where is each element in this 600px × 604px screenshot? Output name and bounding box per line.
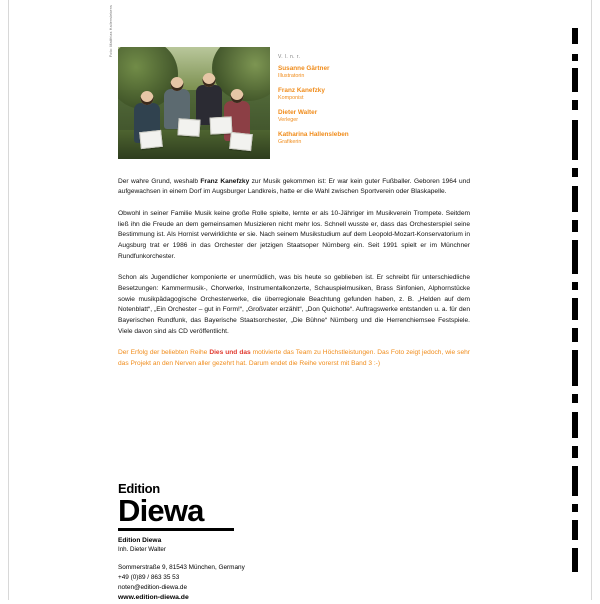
credit-entry — [278, 65, 458, 80]
credit-role: Verleger — [278, 117, 299, 124]
bleed-marker-segment — [572, 504, 578, 512]
imprint-company: Edition Diewa — [118, 537, 162, 544]
page-border-left — [8, 0, 9, 600]
bleed-marker-segment — [572, 282, 578, 290]
paragraph-3: Schon als Jugendlicher komponierte er unermüdlich, was bis heute so geblieben ist. Er schreibt für unterschiedliche Besetzungen: Kammermusik-, Chorwerke, Instrumentalkonzerte, Schauspielmusiken, Brass Sinfonien, Alphornstücke sowie musikpädagogische Orchesterwerke, die überregionale Beachtung gefunden haben, z. B. „Helden auf dem Notenblatt“, „Ein Orchester – gut in Form!“, „Großvater erzählt“, „Don Quichotte“. Auftragswerke entstanden u. a. für den Bayerischen Rundfunk, das Bayerische Staatsorchester, „Die Bühne“ Nürnberg und die Herrenchiemsee Festspiele. Viele davon sind als CD veröffentlicht. — [118, 274, 470, 335]
credit-entry — [278, 131, 458, 146]
credit-entry — [278, 87, 458, 102]
paragraph-4-highlight — [118, 348, 470, 369]
bleed-marker-segment — [572, 240, 578, 274]
credit-name: Katharina Hallensleben — [278, 131, 349, 139]
imprint-email[interactable]: noten@edition-diewa.de — [118, 584, 188, 592]
bleed-marker-segment — [572, 186, 578, 212]
biography-text — [118, 170, 470, 381]
p1-pre: Der wahre Grund, weshalb — [118, 177, 201, 185]
p4-post: motivierte das Team zu Höchstleistungen. Das Foto zeigt jedoch, wie sehr das Projekt an den Nerven aller gezehrt hat. Darum endet die Reihe vorerst mit Band 3 :-) — [118, 349, 470, 367]
credit-role: Illustratorin — [278, 73, 305, 79]
bleed-marker-segment — [572, 120, 578, 160]
bleed-marker-segment — [572, 68, 578, 92]
bleed-marker-bar — [572, 28, 578, 572]
logo-diewa-text: Diewa — [118, 493, 204, 528]
team-photo — [109, 5, 270, 159]
caption-vlnr-label: V. l. n. r. — [278, 54, 301, 60]
bleed-marker-segment — [572, 54, 578, 61]
credit-entry — [278, 109, 458, 124]
paragraph-1 — [118, 177, 470, 198]
logo-edition-text: Edition — [118, 481, 160, 496]
credit-name: Dieter Walter — [278, 109, 318, 117]
team-photo-image — [118, 47, 270, 159]
bleed-marker-segment — [572, 466, 578, 496]
imprint-address: Sommerstraße 9, 81543 München, Germany — [118, 563, 245, 571]
photo-caption-credits — [278, 54, 458, 153]
photo-credit: Foto: Matthias Hailenslebens — [109, 5, 113, 57]
p1-post: zur Musik gekommen ist: Er war kein guter Fußballer. Geboren 1964 und aufgewachsen in einem Dorf im Augsburger Landkreis, hatte er die Wahl zwischen Sportverein oder Blaskapelle. — [118, 177, 470, 196]
bleed-marker-segment — [572, 168, 578, 177]
credit-role: Komponist — [278, 95, 304, 102]
bleed-marker-segment — [572, 28, 578, 44]
bleed-marker-segment — [572, 394, 578, 403]
logo-underline — [118, 528, 234, 531]
imprint-website[interactable]: www.edition-diewa.de — [118, 594, 189, 602]
bleed-marker-segment — [572, 220, 578, 232]
imprint-block — [118, 536, 368, 604]
p1-bold-name: Franz Kanefzky — [200, 177, 250, 185]
photo-book — [229, 132, 253, 151]
bleed-marker-segment — [572, 100, 578, 110]
bleed-marker-segment — [572, 328, 578, 342]
imprint-phone: +49 (0)89 / 863 35 53 — [118, 573, 180, 581]
bleed-marker-segment — [572, 446, 578, 458]
bleed-marker-segment — [572, 548, 578, 572]
bleed-marker-segment — [572, 520, 578, 540]
paragraph-2: Obwohl in seiner Familie Musik keine große Rolle spielte, lernte er als 10-Jähriger im Musikverein Trompete. Seitdem ließ ihn die Freude an dem gemeinsamen Musizieren nicht mehr los. Schnell wusste er, dass das Orchesterspiel seine Bestimmung ist. Als Hornist verwirklichte er sie. Nach seinem Musikstudium auf dem Leopold-Mozart-Konservatorium in Augsburg trat er 1986 in das Orchester der jetzigen Staatsoper Nürnberg ein. Seit 1991 spielt er im Münchner Rundfunkorchester. — [118, 209, 470, 260]
photo-book — [210, 116, 233, 134]
imprint-owner: Inh. Dieter Walter — [118, 545, 166, 553]
page-border-right — [591, 0, 592, 600]
bleed-marker-segment — [572, 412, 578, 438]
publisher-logo — [118, 482, 318, 531]
p4-pre: Der Erfolg der beliebten Reihe — [118, 349, 210, 357]
credit-role: Grafikerin — [278, 139, 302, 146]
photo-book — [177, 118, 200, 136]
p4-series-title: Dies und das — [209, 349, 251, 357]
bleed-marker-segment — [572, 350, 578, 386]
bleed-marker-segment — [572, 298, 578, 320]
credit-name: Susanne Gärtner — [278, 65, 330, 72]
photo-book — [139, 130, 163, 149]
credit-name: Franz Kanefzky — [278, 87, 325, 95]
